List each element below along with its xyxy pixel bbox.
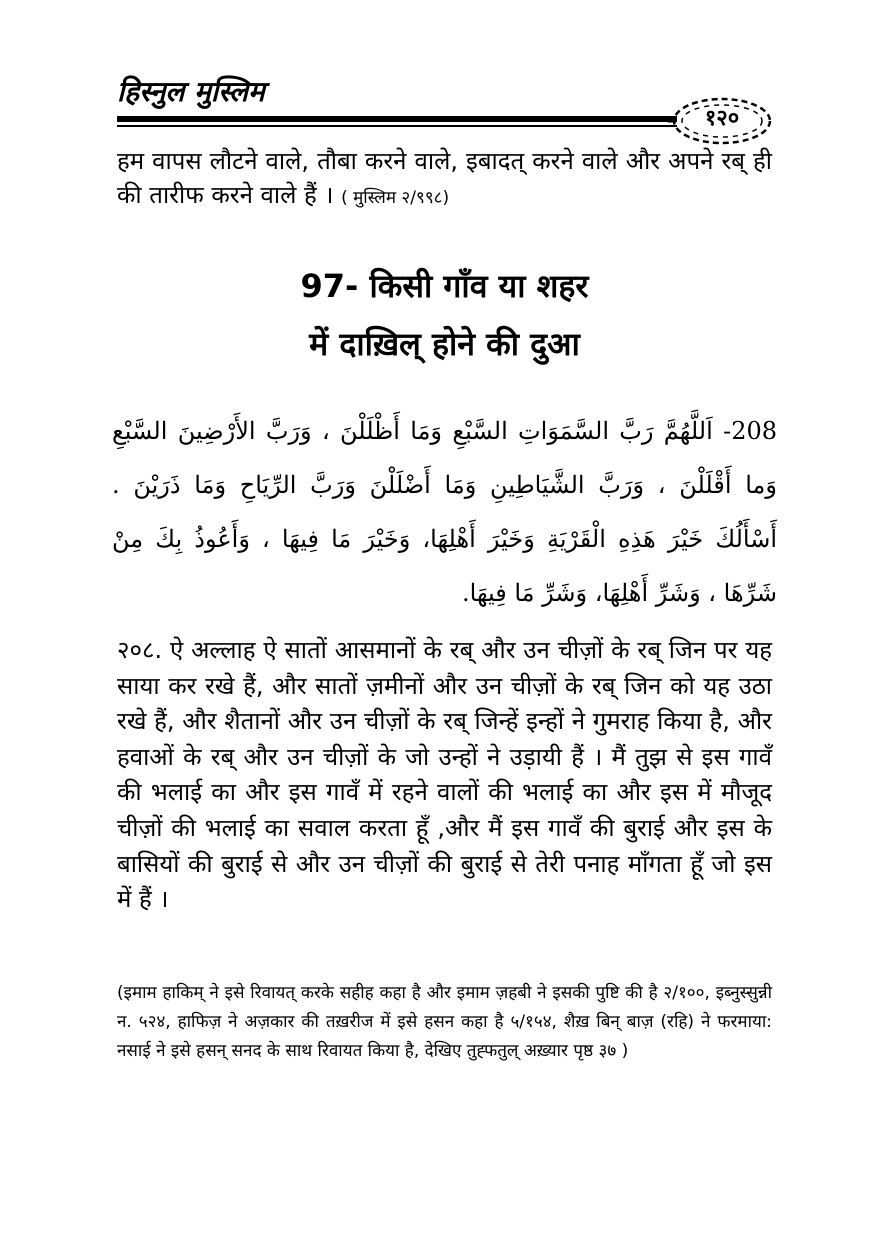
page-number: १२०	[704, 106, 740, 131]
section-heading-line1: 97- किसी गाँव या शहर	[300, 267, 589, 305]
header-rule-thin	[117, 125, 677, 127]
reference-footnote: (इमाम हाकिम् ने इसे रिवायत् करके सहीह कहा है और इमाम ज़हबी ने इसकी पुष्टि की है २/१००, इब्नुस्सुन्नी न. ५२४, हाफिज़ ने अज़कार की तख़रीज में इसे हसन कहा है ५/१५४, शैख़ बिन् बाज़ (रहि) ने फरमाया: नसाई ने इसे हसन् सनद के साथ रिवायत किया है, देखिए तुह्फतुल् अख़्यार पृष्ठ ३७ )	[117, 983, 772, 1061]
intro-paragraph	[117, 144, 772, 215]
dua-translation: २०८. ऐ अल्लाह ऐ सातों आसमानों के रब् और उन चीज़ों के रब् जिन पर यह साया कर रखे हैं, और सातों ज़मीनों और उन चीज़ों के रब् जिन को यह उठा रखे हैं, और शैतानों और उन चीज़ों के रब् जिन्हें इन्हों ने गुमराह किया है, और हवाओं के रब् और उन चीज़ों के जो उन्हों ने उड़ायी हैं । मैं तुझ से इस गावँ की भलाई का और इस गावँ में रहने वालों की भलाई का और इस में मौजूद चीज़ों की भलाई का सवाल करता हूँ ,और मैं इस गावँ की बुराई और इस के बासियों की बुराई से और उन चीज़ों की बुराई से तेरी पनाह माँगता हूँ जो इस में हैं ।	[117, 636, 772, 914]
dua-arabic-text: 208- اَللَّهُمَّ رَبَّ السَّمَوَاتِ السَّبْعِ وَمَا أَظْلَلْنَ ، وَرَبَّ الأَرْضِينَ السَّبْعِ وَما أَقْلَلْنَ ، وَرَبَّ الشَّيَاطِينِ وَمَا أَضْلَلْنَ وَرَبَّ الرِّيَاحِ وَمَا ذَرَيْنَ . أَسْأَلُكَ خَيْرَ هَذِهِ الْقَرْيَةِ وَخَيْرَ أَهْلِهَا، وَخَيْرَ مَا فِيهَا ، وَأَعُوذُ بِكَ مِنْ شَرِّهَا ، وَشَرِّ أَهْلِهَا، وَشَرِّ مَا فِيهَا.	[112, 417, 777, 607]
intro-text: हम वापस लौटने वाले, तौबा करने वाले, इबादत् करने वाले और अपने रब् ही की तारीफ करने वाले हैं ।	[117, 147, 772, 209]
section-heading-line2: में दाख़िल् होने की दुआ	[309, 325, 580, 363]
book-title: हिस्नुल मुस्लिम	[117, 75, 265, 108]
intro-citation: ( मुस्लिम २/९९८)	[341, 188, 450, 208]
header-rule-thick	[117, 116, 677, 122]
